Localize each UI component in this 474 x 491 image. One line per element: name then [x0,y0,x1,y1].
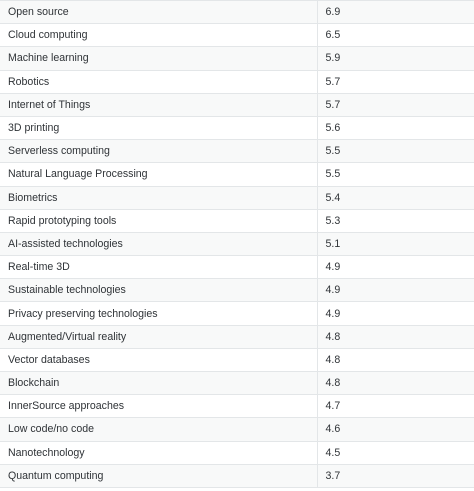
table-row [0,116,474,139]
table-row [0,348,474,371]
table-body [0,1,474,488]
technology-name-cell: Cloud computing [0,24,317,47]
technology-name-cell: Nanotechnology [0,441,317,464]
table-row [0,1,474,24]
score-cell: 5.5 [317,163,474,186]
technology-name-cell: Biometrics [0,186,317,209]
technology-name-cell: 3D printing [0,116,317,139]
table-row [0,186,474,209]
table-row [0,302,474,325]
technology-name-cell: InnerSource approaches [0,395,317,418]
score-cell: 4.6 [317,418,474,441]
score-cell: 5.5 [317,140,474,163]
technology-name-cell: AI-assisted technologies [0,232,317,255]
table-row [0,140,474,163]
score-cell: 5.7 [317,93,474,116]
technology-name-cell: Machine learning [0,47,317,70]
score-cell: 4.9 [317,256,474,279]
table-row [0,209,474,232]
table-row [0,232,474,255]
technology-name-cell: Internet of Things [0,93,317,116]
score-cell: 4.8 [317,372,474,395]
score-cell: 5.1 [317,232,474,255]
score-cell: 4.9 [317,279,474,302]
technology-name-cell: Augmented/Virtual reality [0,325,317,348]
table-row [0,256,474,279]
score-cell: 4.8 [317,325,474,348]
table-row [0,93,474,116]
score-cell: 6.9 [317,1,474,24]
table-row [0,70,474,93]
technology-name-cell: Low code/no code [0,418,317,441]
score-cell: 6.5 [317,24,474,47]
table-row [0,418,474,441]
technology-name-cell: Natural Language Processing [0,163,317,186]
score-cell: 4.8 [317,348,474,371]
score-cell: 5.9 [317,47,474,70]
score-cell: 5.3 [317,209,474,232]
table-row [0,372,474,395]
table-row [0,279,474,302]
table-row [0,325,474,348]
score-cell: 4.9 [317,302,474,325]
technology-name-cell: Vector databases [0,348,317,371]
score-cell: 4.5 [317,441,474,464]
technology-name-cell: Serverless computing [0,140,317,163]
score-cell: 3.7 [317,464,474,487]
score-cell: 5.7 [317,70,474,93]
table-row [0,395,474,418]
technology-name-cell: Blockchain [0,372,317,395]
table-row [0,163,474,186]
table-row [0,47,474,70]
technology-name-cell: Rapid prototyping tools [0,209,317,232]
table-row [0,464,474,487]
technology-name-cell: Open source [0,1,317,24]
technology-name-cell: Privacy preserving technologies [0,302,317,325]
technology-name-cell: Sustainable technologies [0,279,317,302]
technology-name-cell: Robotics [0,70,317,93]
score-cell: 4.7 [317,395,474,418]
table-row [0,24,474,47]
table-row [0,441,474,464]
technology-name-cell: Real-time 3D [0,256,317,279]
technology-name-cell: Quantum computing [0,464,317,487]
score-cell: 5.4 [317,186,474,209]
score-cell: 5.6 [317,116,474,139]
